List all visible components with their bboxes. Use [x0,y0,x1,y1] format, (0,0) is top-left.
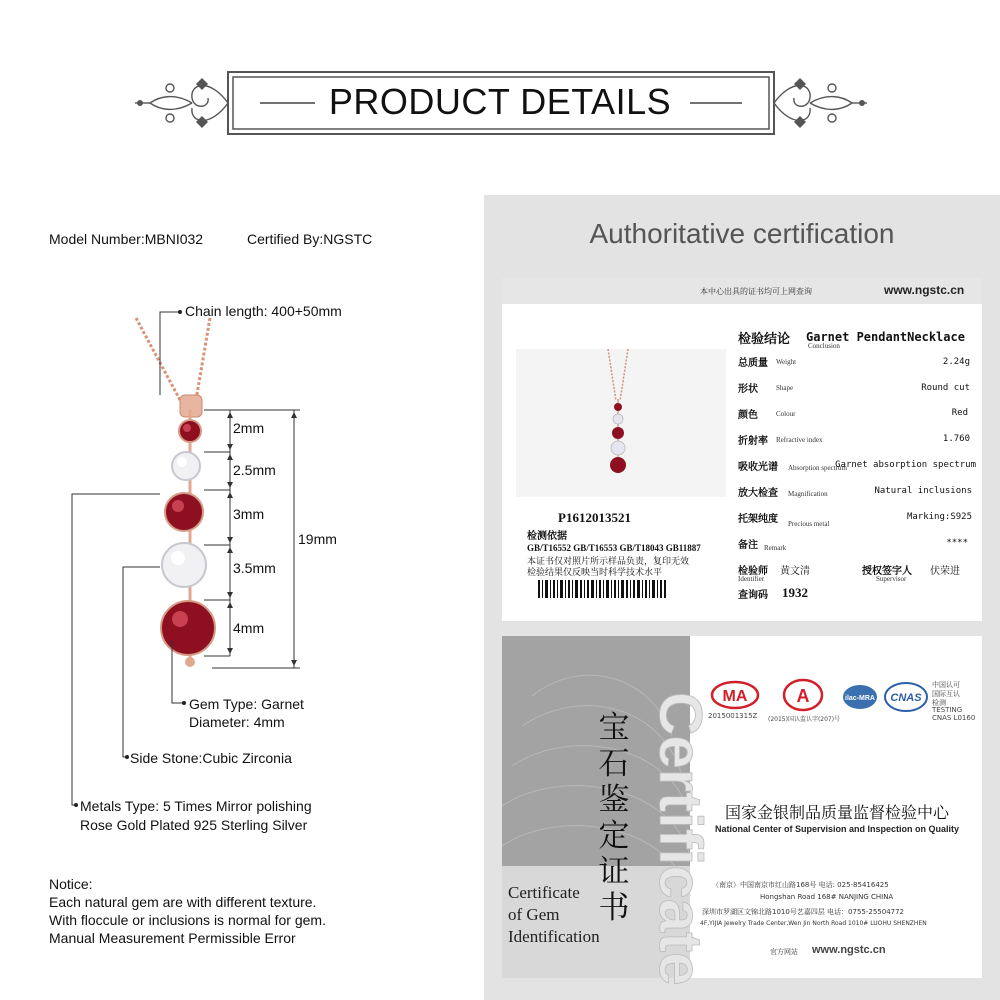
basis-note: 本证书仅对照片所示样品负责，复印无效 [527,557,690,567]
row-absorption-value: Garnet absorption spectrum [835,460,976,470]
certificate-title-line: Identification [508,927,600,946]
row-absorption-zh: 吸收光谱 [738,462,778,473]
cnas-en: TESTING [932,706,963,714]
notice-line: Manual Measurement Permissible Error [49,930,296,946]
row-magnification-zh: 放大检查 [738,488,778,499]
row-colour-value: Red [951,408,968,418]
row-shape-value: Round cut [921,383,970,393]
identifier-name: 黄文清 [780,566,810,577]
row-shape-zh: 形状 [738,384,758,395]
svg-text:MA: MA [722,688,748,705]
svg-text:CNAS: CNAS [890,692,922,704]
gem-type: Gem Type: Garnet [189,696,304,712]
cnas-code: CNAS L0160 [932,714,976,722]
ilac-logo [842,683,878,711]
row-metal-value: Marking:S925 [906,512,972,522]
footer-url: www.ngstc.cn [812,944,886,956]
query-code: 1932 [782,585,808,600]
conclusion-label: 检验结论 [738,332,791,347]
metals-type: Metals Type: 5 Times Mirror polishing [80,798,312,814]
measurement-2mm: 2mm [233,420,265,436]
row-metal-en: Precious metal [788,520,830,528]
chain-length-label: Chain length: 400+50mm [185,303,342,319]
center-name-en: National Center of Supervision and Inspection on Quality [714,824,960,834]
cal-logo [782,678,824,712]
row-remark-value: **** [946,538,968,548]
row-colour-zh: 颜色 [738,410,758,421]
row-weight-value: 2.24g [942,357,970,367]
identifier-zh: 检验师 [738,566,768,577]
notice-title: Notice: [49,876,93,892]
address-shenzhen-en: 4F,YIJIA Jewelry Trade Center,Wen Jin North Road 1010# LUOHU SHENZHEN [700,920,927,927]
pendant-photo [516,349,726,497]
certificate-watermark-text: Certificate [647,692,714,986]
basis-note: 检验结果仅反映当时科学技术水平 [527,568,663,578]
identifier-en: Identifier [738,575,765,583]
row-colour-en: Colour [776,410,796,418]
cnas-zh-3: 检测 [932,699,946,707]
gem-diameter: Diameter: 4mm [189,714,285,730]
address-nanjing-zh: （南京）中国南京市红山路168号 电话: 025-85416425 [712,881,889,889]
row-refractive-zh: 折射率 [738,436,768,447]
certificate-number: P1612013521 [558,510,631,525]
certification-heading: Authoritative certification [589,218,895,249]
measurement-2-5mm: 2.5mm [233,462,276,478]
row-magnification-value: Natural inclusions [874,486,972,496]
address-nanjing-en: Hongshan Road 168# NANJING CHINA [760,893,894,901]
certificate-title-line: of Gem [508,905,560,924]
cnas-logo [884,682,928,712]
row-refractive-value: 1.760 [942,434,970,444]
certificate-title-line: Certificate [508,883,580,902]
row-weight-zh: 总质量 [738,358,768,369]
page-title: PRODUCT DETAILS [328,81,672,122]
cnas-zh-1: 中国认可 [932,681,960,689]
conclusion-value: Garnet PendantNecklace [806,330,965,344]
cma-code: 2015001315Z [708,712,758,720]
row-refractive-en: Refractive index [776,436,823,444]
measurement-4mm: 4mm [233,620,265,636]
address-shenzhen-zh: 深圳市罗湖区文锦北路1010号艺嘉四层 电话：0755-25504772 [702,908,905,916]
notice-line: Each natural gem are with different texture. [49,894,317,910]
certificate-top-note: 本中心出具的证书均可上网查询 [700,287,812,296]
certificate-vertical-title: 宝 石 鉴 定 证 书 [598,710,630,926]
row-shape-en: Shape [776,384,794,392]
supervisor-zh: 授权签字人 [862,566,912,577]
cma-logo [710,680,760,710]
certificate-english-title [508,882,600,948]
total-length: 19mm [298,531,337,547]
row-absorption-en: Absorption spectrum [788,464,847,472]
basis-standards: GB/T16552 GB/T16553 GB/T18043 GB11887 [527,543,701,553]
model-number: Model Number:MBNI032 [49,231,204,247]
row-metal-zh: 托架纯度 [738,514,778,525]
footer-site-label: 官方网站 [770,948,798,956]
row-weight-en: Weight [776,358,797,366]
notice-line: With floccule or inclusions is normal for gem. [49,912,326,928]
supervisor-name: 伏荣进 [930,566,960,577]
row-remark-zh: 备注 [738,540,758,551]
side-stone: Side Stone:Cubic Zirconia [130,750,292,766]
row-remark-en: Remark [764,544,787,552]
supervisor-en: Supervisor [876,575,907,583]
measurement-3mm: 3mm [233,506,265,522]
measurement-3-5mm: 3.5mm [233,560,276,576]
cal-note: (2015)国认监认字(207)号 [768,716,841,723]
row-magnification-en: Magnification [788,490,828,498]
certified-by: Certified By:NGSTC [247,231,373,247]
conclusion-sub: Conclusion [808,342,840,350]
query-label: 查询码 [738,590,768,601]
svg-text:ilac-MRA: ilac-MRA [845,695,875,702]
certificate-url: www.ngstc.cn [884,283,965,297]
center-name-zh: 国家金银制品质量监督检验中心 [724,803,949,822]
cnas-zh-2: 国际互认 [932,690,960,698]
metals-plating: Rose Gold Plated 925 Sterling Silver [80,817,308,833]
svg-text:A: A [796,686,810,706]
basis-label: 检测依据 [527,531,567,542]
barcode [538,580,666,598]
